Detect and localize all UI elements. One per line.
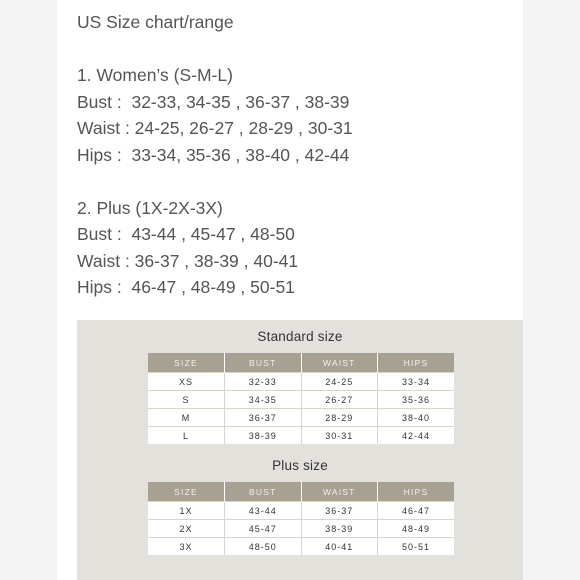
cell-waist: 40-41 — [301, 538, 378, 556]
cell-bust: 43-44 — [225, 502, 302, 520]
table-row — [148, 409, 454, 427]
size-notes — [77, 9, 353, 301]
header-bust: BUST — [225, 353, 302, 373]
cell-waist: 26-27 — [301, 391, 378, 409]
cell-size: M — [148, 409, 225, 427]
plus-size-title: Plus size — [272, 458, 328, 473]
table-row — [148, 538, 454, 556]
women-title: 1. Women’s (S-M-L) — [77, 65, 233, 85]
plus-size-table — [148, 482, 454, 555]
plus-waist: Waist : 36-37 , 38-39 , 40-41 — [77, 250, 299, 271]
cell-waist: 28-29 — [301, 409, 378, 427]
cell-bust: 36-37 — [225, 409, 302, 427]
header-waist: WAIST — [301, 482, 378, 502]
table-header-row — [148, 482, 454, 502]
cell-hips: 46-47 — [378, 502, 455, 520]
table-row — [148, 391, 454, 409]
cell-hips: 35-36 — [378, 391, 455, 409]
header-bust: BUST — [225, 482, 302, 502]
plus-title: 2. Plus (1X-2X-3X) — [77, 197, 223, 218]
header-size: SIZE — [148, 482, 225, 502]
cell-hips: 48-49 — [378, 520, 455, 538]
table-row — [148, 520, 454, 538]
cell-hips: 38-40 — [378, 409, 455, 427]
header-size: SIZE — [148, 353, 225, 373]
cell-size: L — [148, 427, 225, 445]
cell-bust: 45-47 — [225, 520, 302, 538]
cell-size: 3X — [148, 538, 225, 556]
plus-hips: Hips : 46-47 , 48-49 , 50-51 — [77, 277, 295, 297]
table-row — [148, 373, 454, 391]
size-chart-image — [77, 320, 523, 580]
table-row — [148, 502, 454, 520]
cell-size: S — [148, 391, 225, 409]
standard-size-table — [148, 353, 454, 444]
cell-hips: 42-44 — [378, 427, 455, 445]
standard-size-title: Standard size — [257, 329, 343, 344]
cell-bust: 38-39 — [225, 427, 302, 445]
cell-size: XS — [148, 373, 225, 391]
header-hips: HIPS — [378, 482, 455, 502]
cell-hips: 50-51 — [378, 538, 455, 556]
cell-size: 2X — [148, 520, 225, 538]
cell-size: 1X — [148, 502, 225, 520]
cell-waist: 24-25 — [301, 373, 378, 391]
page-heading: US Size chart/range — [77, 12, 234, 32]
cell-bust: 32-33 — [225, 373, 302, 391]
women-hips: Hips : 33-34, 35-36 , 38-40 , 42-44 — [77, 144, 350, 165]
cell-waist: 38-39 — [301, 520, 378, 538]
header-hips: HIPS — [378, 353, 455, 373]
cell-bust: 34-35 — [225, 391, 302, 409]
women-bust: Bust : 32-33, 34-35 , 36-37 , 38-39 — [77, 91, 350, 112]
cell-bust: 48-50 — [225, 538, 302, 556]
header-waist: WAIST — [301, 353, 378, 373]
cell-hips: 33-34 — [378, 373, 455, 391]
women-waist: Waist : 24-25, 26-27 , 28-29 , 30-31 — [77, 118, 353, 138]
cell-waist: 30-31 — [301, 427, 378, 445]
table-header-row — [148, 353, 454, 373]
cell-waist: 36-37 — [301, 502, 378, 520]
plus-bust: Bust : 43-44 , 45-47 , 48-50 — [77, 224, 295, 244]
table-row — [148, 427, 454, 445]
